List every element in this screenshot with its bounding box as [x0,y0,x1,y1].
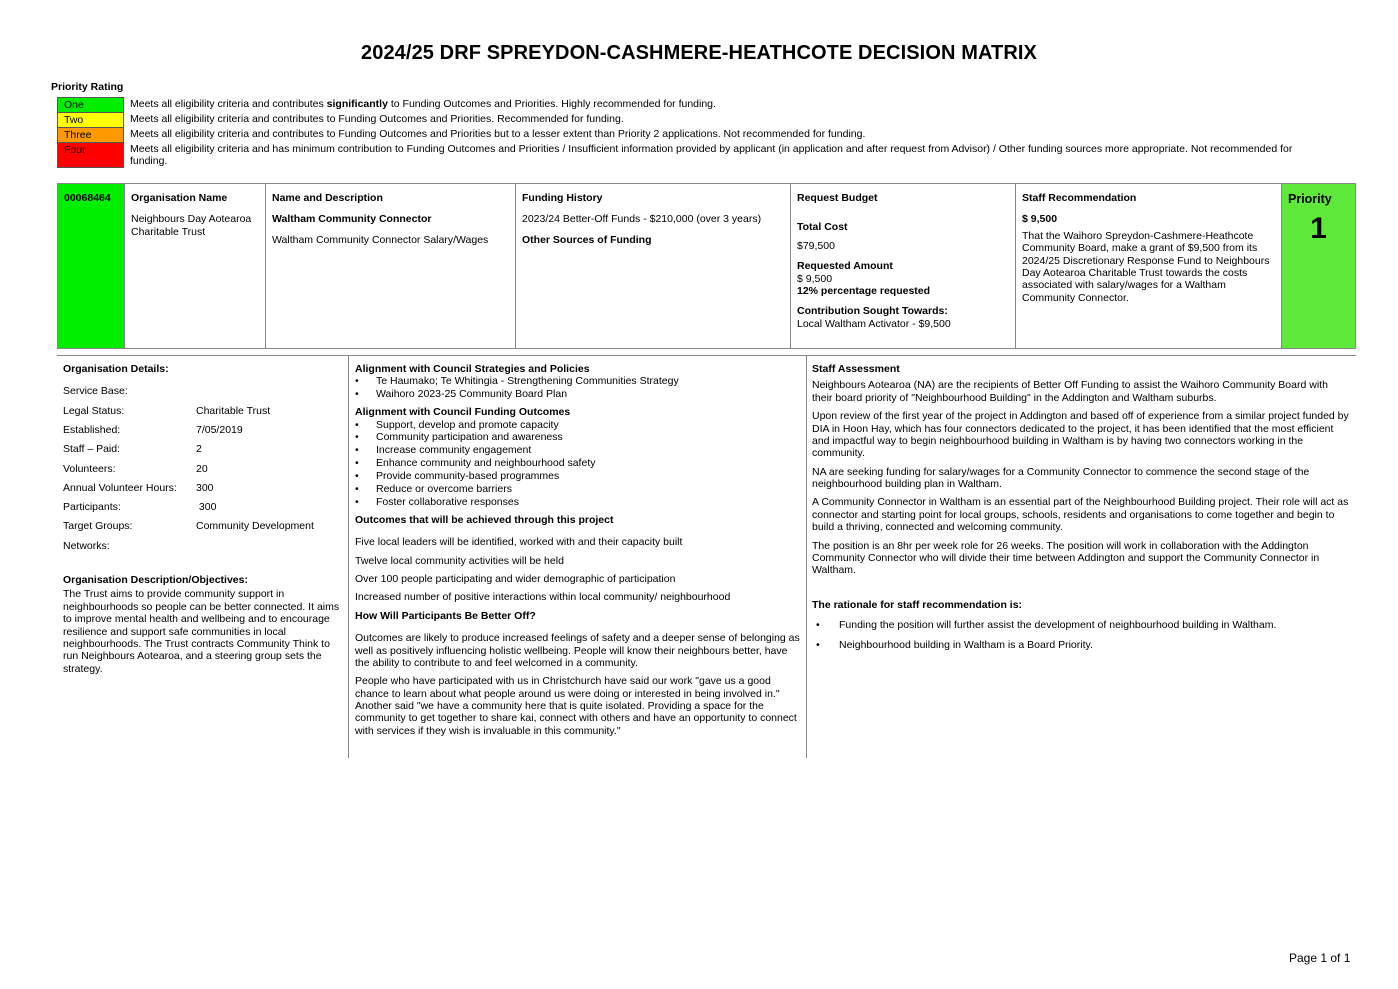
request-budget-column [791,184,1016,348]
detail-value: 300 [196,481,214,494]
assessment-paragraph: NA are seeking funding for salary/wages for a Community Connector to commence the second stage of the neighbourhood building plan in Waltham. [812,465,1310,490]
outcome-item: Increased number of positive interactions within local community/ neighbourhood [355,591,731,604]
rating-swatch-two: Two [57,112,124,127]
priority-column [1282,184,1355,348]
detail-label: Service Base: [63,385,128,398]
rating-description: Meets all eligibility criteria and has minimum contribution to Funding Outcomes and Priorities / Insufficient information provided by applicant (in application and after request from Advisor) / Other funding sources more appropriate. Not recommended for funding. [130,143,1293,168]
detail-label: Established: [63,423,121,436]
strategies-list [355,375,803,401]
detail-value: 20 [196,462,208,475]
project-name: Waltham Community Connector [272,213,432,226]
assessment-paragraph: The position is an 8hr per week role for 26 weeks. The position will work in collaboration with the Addington Community Connector who will divide their time between Addington and support the Community Connector in Waltham. [812,539,1320,577]
list-item: • Te Haumako; Te Whitingia - Strengthening Communities Strategy [355,375,803,388]
total-cost-label: Total Cost [797,221,848,234]
other-sources-label: Other Sources of Funding [522,233,652,246]
name-description-header: Name and Description [272,192,383,204]
page-title: 2024/25 DRF SPREYDON-CASHMERE-HEATHCOTE DECISION MATRIX [361,42,1037,64]
rating-text-strong: significantly [326,98,388,110]
priority-rating-title: Priority Rating [51,81,124,93]
outcome-item: Five local leaders will be identified, worked with and their capacity built [355,536,683,549]
staff-assessment-section [812,363,1350,660]
detail-label: Volunteers: [63,462,116,475]
rating-row [57,97,1327,112]
detail-value [196,385,345,404]
organisation-name: Neighbours Day Aotearoa Charitable Trust [131,213,252,238]
detail-value: Community Development [196,520,314,533]
detail-value: 2 [196,443,202,456]
detail-row [63,520,345,539]
list-item: • Waihoro 2023-25 Community Board Plan [355,388,803,401]
outcome-item: Twelve local community activities will be held [355,554,564,567]
column-divider [806,356,807,758]
rating-description [124,97,1327,111]
detail-row [63,405,345,424]
detail-label: Staff – Paid: [63,443,121,456]
rationale-list [812,619,1350,652]
list-item: • Support, develop and promote capacity [355,419,803,432]
rating-swatch-one: One [57,97,124,112]
detail-label: Networks: [63,539,110,552]
outcome-item: Over 100 people participating and wider demographic of participation [355,573,676,586]
request-budget-header: Request Budget [797,192,878,204]
requested-amount-value: $ 9,500 [797,272,833,285]
rating-text-pre: Meets all eligibility criteria and contributes [130,98,327,110]
detail-value: 7/05/2019 [196,423,243,436]
project-description: Waltham Community Connector Salary/Wages [272,233,489,246]
rating-row [57,127,1327,142]
list-item: • Provide community-based programmes [355,470,803,483]
assessment-paragraph: A Community Connector in Waltham is an essential part of the Neighbourhood Building project. Their role will act as connector and starting point for local groups, schools, residents and organisations to come together and begin to build a thriving, connected and welcoming community. [812,496,1349,534]
organisation-details-section [63,363,345,675]
staff-recommended-amount: $ 9,500 [1022,213,1058,226]
organisation-description-title: Organisation Description/Objectives: [63,574,248,587]
assessment-paragraph: Neighbours Aotearoa (NA) are the recipients of Better Off Funding to assist the Waihoro Community Board with their board priority of "Neighbourhood Building" in the Addington and Waltham suburbs. [812,379,1328,404]
section-divider [57,355,1356,356]
contribution-value: Local Waltham Activator - $9,500 [797,317,951,330]
detail-label: Legal Status: [63,404,125,417]
detail-label: Target Groups: [63,520,133,533]
total-cost-value: $79,500 [797,239,835,252]
priority-label: Priority [1288,192,1332,206]
rating-text-post: to Funding Outcomes and Priorities. Highly recommended for funding. [387,98,716,110]
staff-recommendation-column [1016,184,1282,348]
list-item: • Reduce or overcome barriers [355,483,803,496]
organisation-description: The Trust aims to provide community support in neighbourhoods so people can be better connected. It aims to improve mental health and wellbeing and to encourage resilience and support safe communities in local neighbourhoods. The Trust contracts Community Think to run Neighbours Aotearoa, and a steering group sets the strategy. [63,588,340,675]
detail-value [196,540,345,559]
organisation-details-title: Organisation Details: [63,363,169,375]
rating-swatch-three: Three [57,127,124,142]
funding-outcomes-title: Alignment with Council Funding Outcomes [355,406,571,419]
detail-row [63,540,345,559]
list-item: • Funding the position will further assist the development of neighbourhood building in Waltham. [812,619,1350,631]
funding-history-entry: 2023/24 Better-Off Funds - $210,000 (over 3 years) [522,213,762,226]
rating-description: Meets all eligibility criteria and contributes to Funding Outcomes and Priorities but to a lesser extent than Priority 2 applications. Not recommended for funding. [130,128,866,140]
staff-recommendation-text: That the Waihoro Spreydon-Cashmere-Heathcote Community Board, make a grant of $9,500 from its 2024/25 Discretionary Response Fund to Neighbours Day Aotearoa Charitable Trust towards the costs associated with salary/wages for a Waltham Community Connector. [1022,229,1270,304]
rating-row [57,142,1327,169]
priority-value: 1 [1310,211,1327,245]
percentage-requested: 12% percentage requested [797,284,931,297]
detail-row [63,482,345,501]
detail-row [63,463,345,482]
better-off-paragraph: People who have participated with us in Christchurch have said our work "gave us a good chance to learn about what people around us were doing or interested in being involved in." Another said "we have a community here that is quite isolated. Providing a space for the community to get together to share kai, connect with others and have an opportunity to connect with services if they wish is invaluable in this community." [355,675,797,737]
list-item: • Community participation and awareness [355,431,803,444]
detail-row [63,424,345,443]
organisation-header: Organisation Name [131,192,228,204]
list-item: • Neighbourhood building in Waltham is a Board Priority. [812,639,1350,651]
funding-history-column [516,184,791,348]
staff-assessment-title: Staff Assessment [812,363,900,375]
application-id: 00068464 [58,184,125,348]
priority-rating-legend [57,97,1327,169]
strategies-title: Alignment with Council Strategies and Policies [355,363,590,375]
page-number: Page 1 of 1 [1289,951,1351,965]
detail-label: Annual Volunteer Hours: [63,481,177,494]
better-off-title: How Will Participants Be Better Off? [355,609,536,622]
detail-label: Participants: [63,501,121,514]
name-description-column [266,184,516,348]
assessment-paragraph: Upon review of the first year of the project in Addington and based off of experience from a similar project funded by DIA in Hoon Hay, which has four connectors dedicated to the project, it has been identified that the most efficient and impactful way to begin neighbourhood building in Waltham is by having two connectors working in the community. [812,410,1349,460]
column-divider [348,356,349,758]
staff-recommendation-header: Staff Recommendation [1022,192,1137,204]
outcomes-achieved-title: Outcomes that will be achieved through this project [355,513,614,526]
list-item: • Enhance community and neighbourhood safety [355,457,803,470]
organisation-column [125,184,266,348]
rating-description: Meets all eligibility criteria and contributes to Funding Outcomes and Priorities. Recommended for funding. [130,113,624,125]
detail-row [63,385,345,404]
alignment-section [355,363,803,743]
detail-value: 300 [196,501,217,514]
contribution-label: Contribution Sought Towards: [797,305,948,318]
funding-history-header: Funding History [522,192,603,204]
application-summary-table [57,183,1356,349]
detail-row [63,443,345,462]
rating-row [57,112,1327,127]
funding-outcomes-list [355,419,803,509]
better-off-paragraph: Outcomes are likely to produce increased feelings of safety and a deeper sense of belonging as well as positively influencing holistic wellbeing. People will know their neighbours better, have the ability to contribute to and feel welcomed in a community. [355,632,800,669]
requested-amount-label: Requested Amount [797,260,893,273]
detail-row [63,501,345,520]
list-item: • Foster collaborative responses [355,496,803,509]
rationale-title: The rationale for staff recommendation is: [812,598,1023,611]
rating-swatch-four: Four [57,142,124,168]
detail-value: Charitable Trust [196,404,271,417]
list-item: • Increase community engagement [355,444,803,457]
